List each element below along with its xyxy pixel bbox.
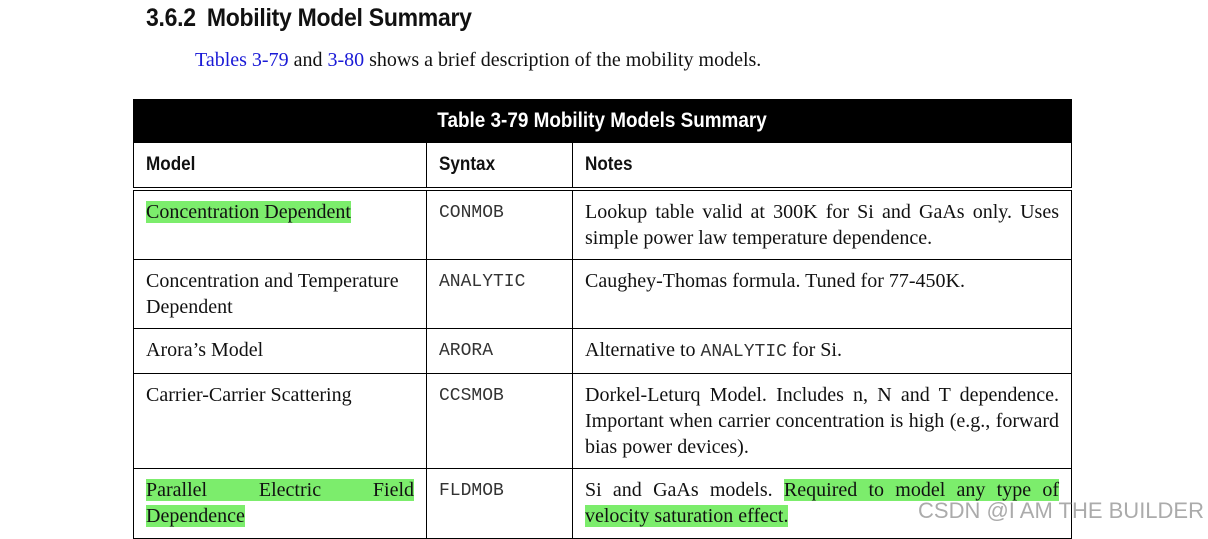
section-title: Mobility Model Summary [206, 4, 472, 32]
highlighted-text: Concentration Dependent [146, 201, 351, 223]
mobility-models-table [133, 99, 1072, 539]
highlighted-text: Required to model any type of velocity saturation effect. [585, 479, 1060, 527]
table-caption: Table 3-79 Mobility Models Summary [134, 100, 1072, 143]
model-cell: Concentration and Temperature Dependent [134, 260, 427, 329]
section-heading [146, 4, 472, 33]
table-row [134, 260, 1072, 329]
table-row [134, 329, 1072, 374]
table-link-3-80[interactable]: 3-80 [327, 49, 365, 71]
table-caption-row [134, 100, 1072, 143]
intro-paragraph [195, 49, 761, 72]
header-syntax: Syntax [427, 143, 573, 190]
table-row [134, 374, 1072, 469]
inline-code: ANALYTIC [700, 342, 787, 362]
model-cell: Carrier-Carrier Scattering [134, 374, 427, 469]
section-number: 3.6.2 [146, 4, 196, 32]
syntax-cell: CCSMOB [427, 374, 573, 469]
watermark: CSDN @I AM THE BUILDER [918, 498, 1204, 523]
table-header-row [134, 143, 1072, 190]
model-cell [134, 469, 427, 539]
table-row [134, 189, 1072, 260]
notes-cell: Caughey-Thomas formula. Tuned for 77-450K. [573, 260, 1072, 329]
header-notes: Notes [573, 143, 1072, 190]
model-cell: Arora’s Model [134, 329, 427, 374]
intro-rest: shows a brief description of the mobility models. [369, 49, 762, 71]
highlighted-text: Parallel Electric Field Dependence [146, 479, 414, 527]
notes-cell: Si and GaAs models. Required to model any type of velocity saturation effect. [573, 469, 1072, 539]
model-cell [134, 189, 427, 260]
notes-cell: Dorkel-Leturq Model. Includes n, N and T dependence. Important when carrier concentration is high (e.g., forward bias power devices). [573, 374, 1072, 469]
notes-cell: Lookup table valid at 300K for Si and GaAs only. Uses simple power law temperature dependence. [573, 189, 1072, 260]
table-link-3-79[interactable]: Tables 3-79 [195, 49, 289, 71]
syntax-cell: ANALYTIC [427, 260, 573, 329]
header-model: Model [134, 143, 427, 190]
syntax-cell: ARORA [427, 329, 573, 374]
syntax-cell: CONMOB [427, 189, 573, 260]
intro-and: and [293, 49, 323, 71]
syntax-cell: FLDMOB [427, 469, 573, 539]
notes-cell: Alternative to ANALYTIC for Si. [573, 329, 1072, 374]
